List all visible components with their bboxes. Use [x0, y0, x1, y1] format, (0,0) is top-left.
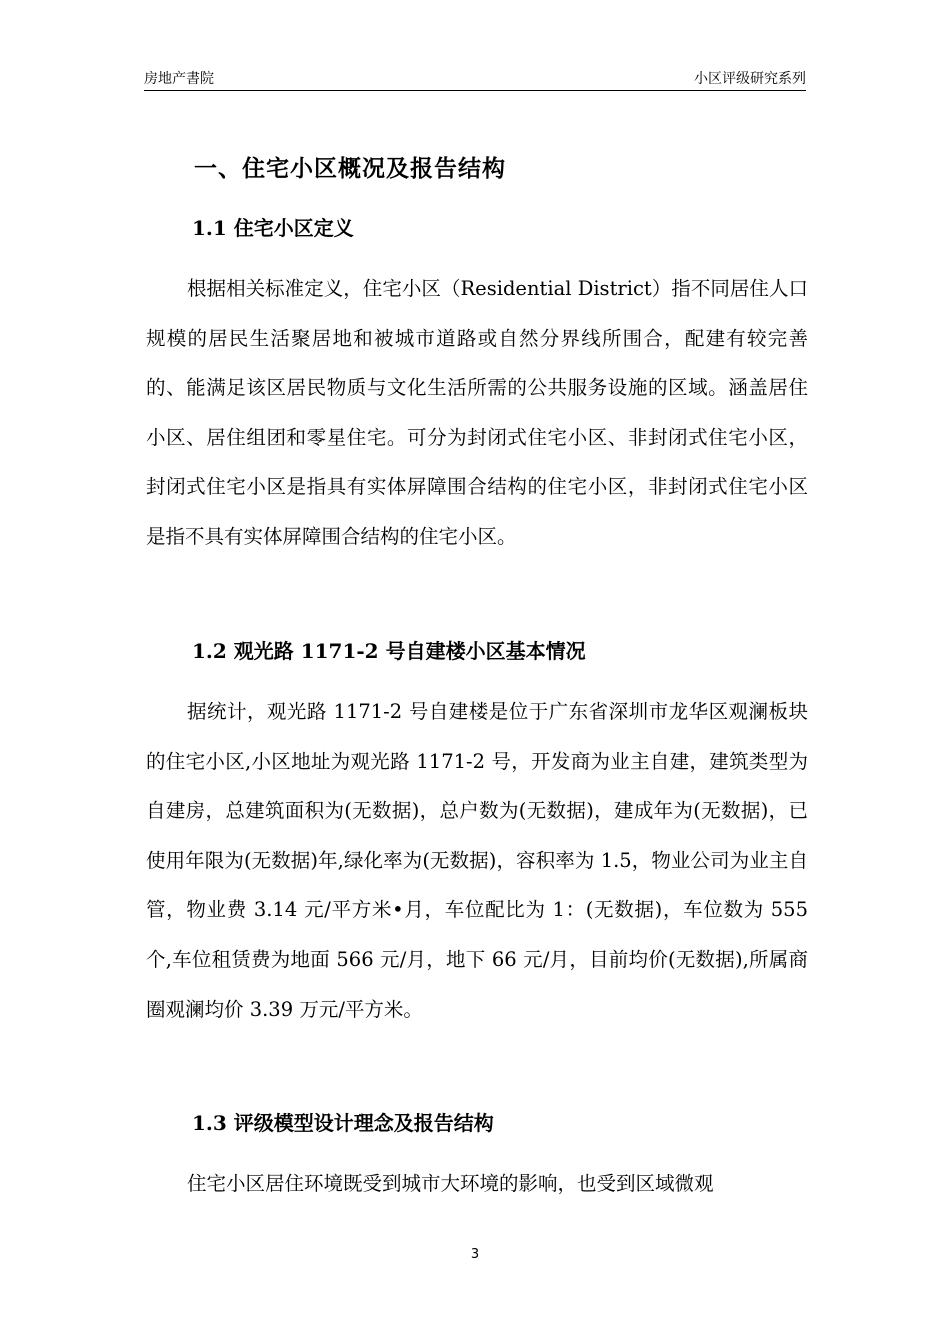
page-number: 3: [470, 1247, 480, 1262]
header-publisher: 房地产書院: [144, 71, 214, 87]
section-paragraph-1-2: 据统计，观光路 1171-2 号自建楼是位于广东省深圳市龙华区观澜板块的住宅小区,小区地址为观光路 1171-2 号，开发商为业主自建，建筑类型为自建房，总建筑面积为(无数据)，总户数为(无数据)，建成年为(无数据)，已使用年限为(无数据)年,绿化率为(无数据)，容积率为 1.5，物业公司为业主自管，物业费 3.14 元/平方米•月，车位配比为 1：(无数据)，车位数为 555 个,车位租赁费为地面 566 元/月，地下 66 元/月，目前均价(无数据),所属商圈观澜均价 3.39 万元/平方米。: [146, 700, 808, 1021]
section-paragraph-1-3: 住宅小区居住环境既受到城市大环境的影响，也受到区域微观: [187, 1172, 714, 1195]
header-series-title: 小区评级研究系列: [694, 71, 806, 87]
section-heading-1-3: 1.3 评级模型设计理念及报告结构: [192, 1111, 494, 1135]
chapter-title: 一、住宅小区概况及报告结构: [194, 155, 506, 182]
section-heading-1-1: 1.1 住宅小区定义: [192, 216, 354, 240]
page-header: [144, 66, 806, 91]
section-heading-1-2: 1.2 观光路 1171-2 号自建楼小区基本情况: [192, 639, 586, 663]
section-paragraph-1-1: 根据相关标准定义，住宅小区（Residential District）指不同居住人口规模的居民生活聚居地和被城市道路或自然分界线所围合，配建有较完善的、能满足该区居民物质与文化生活所需的公共服务设施的区域。涵盖居住小区、居住组团和零星住宅。可分为封闭式住宅小区、非封闭式住宅小区，封闭式住宅小区是指具有实体屏障围合结构的住宅小区，非封闭式住宅小区是指不具有实体屏障围合结构的住宅小区。: [146, 277, 808, 548]
